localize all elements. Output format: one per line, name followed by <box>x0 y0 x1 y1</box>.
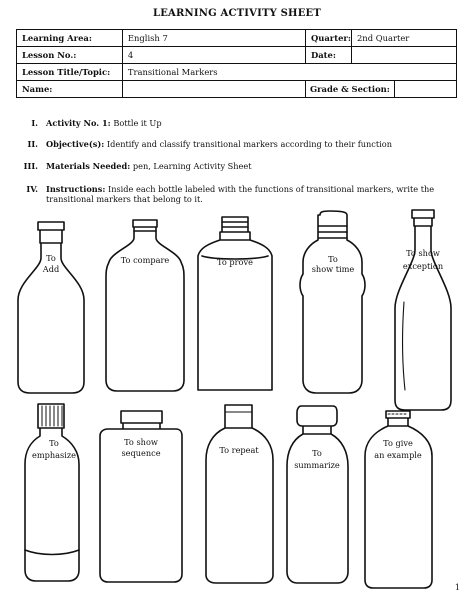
bottle-to-emphasize[interactable] <box>25 404 79 581</box>
lesson-no-value[interactable]: 4 <box>122 47 305 64</box>
bottle-outline <box>287 406 348 583</box>
bottle-to-give-an-example[interactable] <box>365 411 432 588</box>
bottle-label: To give <box>383 438 413 448</box>
bottle-cap-threads <box>319 226 347 238</box>
quarter-value[interactable]: 2nd Quarter <box>351 30 456 47</box>
date-label: Date: <box>305 47 351 64</box>
bottle-label: To show <box>124 437 158 447</box>
bottle-to-show-time[interactable] <box>300 211 365 393</box>
bottle-to-compare[interactable] <box>106 220 184 391</box>
bottle-base-line <box>25 550 79 555</box>
bottle-outline <box>18 222 84 393</box>
sheet-title: LEARNING ACTIVITY SHEET <box>153 8 321 19</box>
bottle-label: To show <box>406 248 440 258</box>
bottle-label: summarize <box>294 460 340 470</box>
bottle-label: To repeat <box>219 445 259 455</box>
item-label: Objective(s): <box>46 139 105 149</box>
item-number: III. <box>23 161 38 171</box>
bottle-to-prove[interactable] <box>198 217 272 390</box>
bottle-label: Add <box>42 264 60 274</box>
page-number: 1 <box>454 583 460 592</box>
bottle-label: sequence <box>121 448 161 458</box>
item-value: Inside each bottle labeled with the functions of transitional markers, write the transitional markers that belong to it. <box>46 184 435 204</box>
bottle-label: To <box>46 253 56 263</box>
lesson-title-label: Lesson Title/Topic: <box>17 64 123 81</box>
item-value: Bottle it Up <box>110 118 162 128</box>
item-label: Materials Needed: <box>46 161 131 171</box>
bottle-label: show time <box>311 264 355 274</box>
lesson-no-label: Lesson No.: <box>17 47 123 64</box>
bottle-highlight <box>403 302 405 390</box>
bottle-label: To <box>328 254 338 264</box>
bottle-outline <box>106 220 184 391</box>
bottle-cap-ribs <box>42 406 62 426</box>
bottle-label: To prove <box>217 257 253 267</box>
bottle-label: To compare <box>120 255 170 265</box>
bottle-outline <box>206 405 273 583</box>
grade-section-label: Grade & Section: <box>309 83 390 94</box>
bottle-to-add[interactable] <box>18 222 84 393</box>
lesson-title-value[interactable]: Transitional Markers <box>122 64 456 81</box>
bottle-label: exception <box>402 261 444 271</box>
bottle-to-show-sequence[interactable] <box>100 411 182 582</box>
bottle-label: To <box>49 438 59 448</box>
item-value: pen, Learning Activity Sheet <box>130 161 252 171</box>
item-number: IV. <box>26 184 38 194</box>
item-value: Identify and classify transitional markers according to their function <box>104 139 392 149</box>
bottle-outline <box>198 217 272 390</box>
item-number: II. <box>27 139 38 149</box>
item-label: Instructions: <box>46 184 106 194</box>
bottle-label: emphasize <box>32 450 76 460</box>
item-label: Activity No. 1: <box>46 118 111 128</box>
bottle-label: an example <box>374 450 422 460</box>
name-label: Name: <box>17 81 123 98</box>
bottle-to-repeat[interactable] <box>206 405 273 583</box>
learning-area-value[interactable]: English 7 <box>122 30 305 47</box>
bottle-to-summarize[interactable] <box>287 406 348 583</box>
bottle-to-show-exception[interactable] <box>395 210 451 410</box>
learning-area-label: Learning Area: <box>17 30 123 47</box>
item-number: I. <box>31 118 38 128</box>
quarter-label: Quarter: <box>305 30 351 47</box>
bottle-label: To <box>312 448 322 458</box>
